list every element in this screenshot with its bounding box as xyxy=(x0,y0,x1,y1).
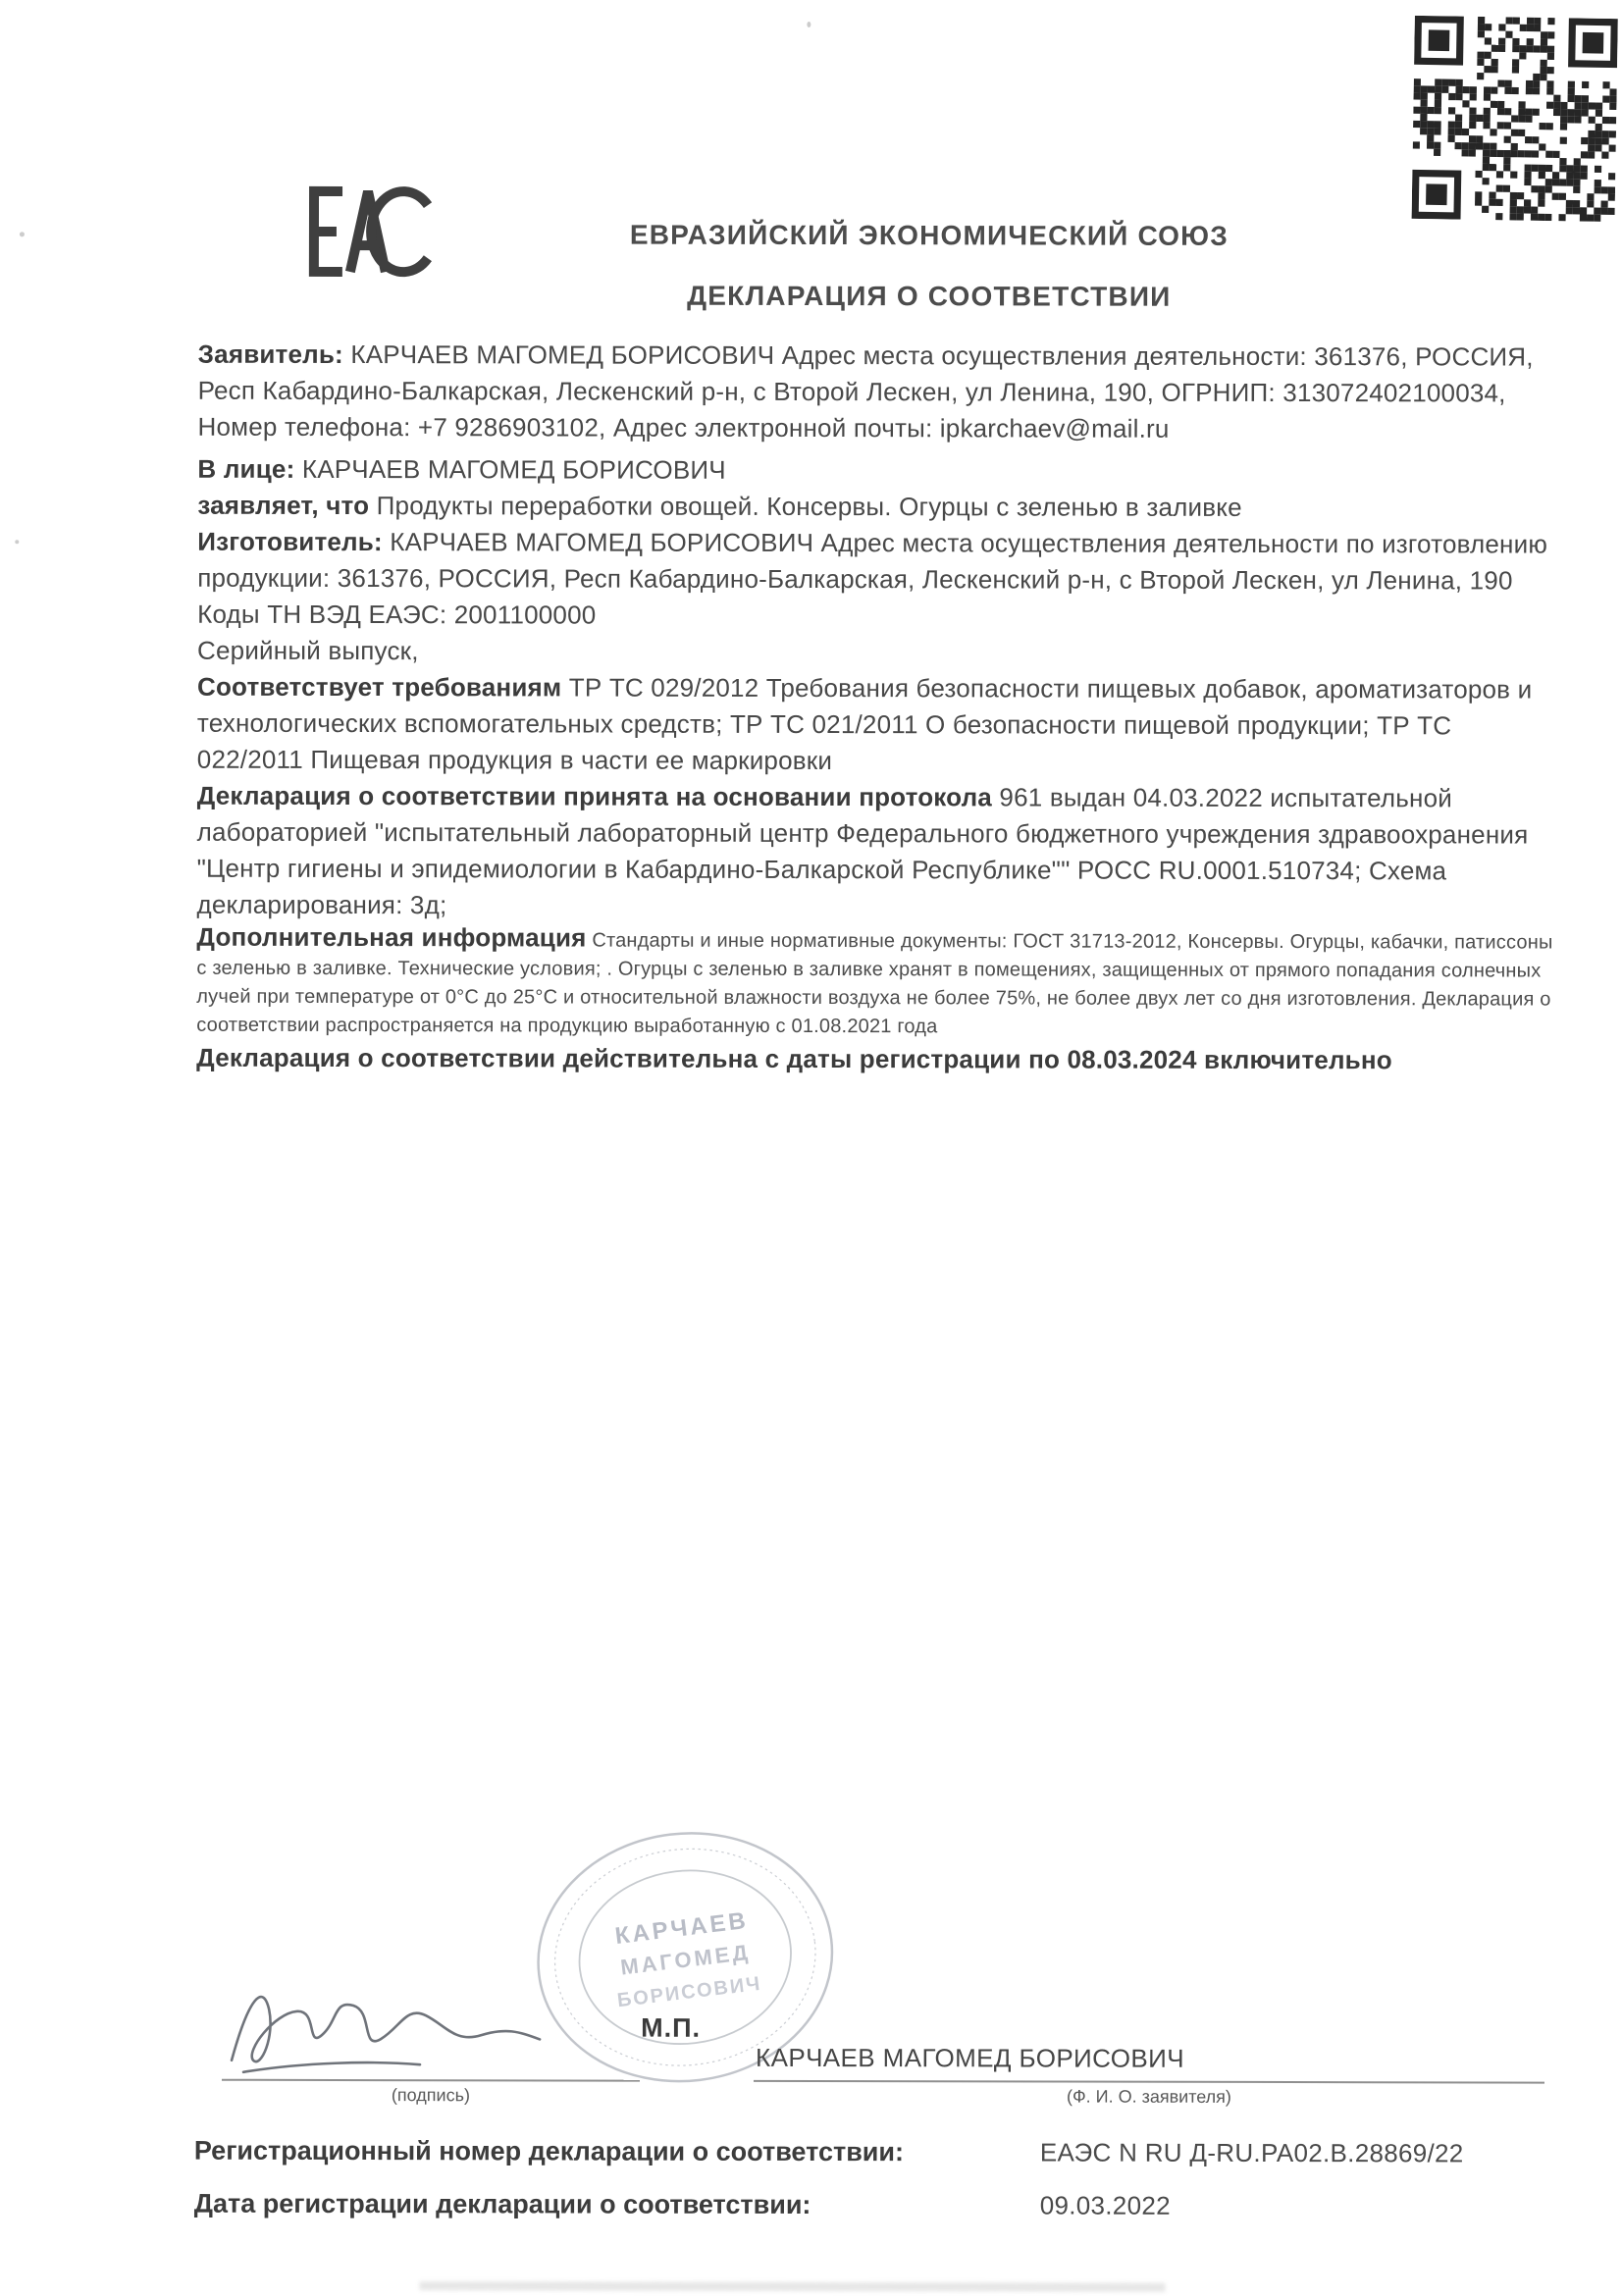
name-caption: (Ф. И. О. заявителя) xyxy=(1066,2086,1231,2107)
scan-smudge xyxy=(420,2281,1166,2292)
complies-label: Соответствует требованиям xyxy=(196,671,562,703)
manufacturer-label: Изготовитель: xyxy=(197,526,383,557)
stamp-name-line-1: КАРЧАЕВ xyxy=(613,1906,751,1951)
stamp-name-line-3: БОРИСОВИЧ xyxy=(615,1972,763,2012)
additional-text: Стандарты и иные нормативные документы: ГОСТ 31713-2012, Консервы. Огурцы, кабачки, патиссоны с зеленью в заливке. Технические условия; . Огурцы с зеленью в заливке хранят в помещениях, защищенных от прямого попадания солнечных лучей при температуре от 0°С до 25°С и относительной влажности воздуха не более 75%, не более двух лет со дня изготовления. Декларация о соответствии распространяется на продукцию выработанную с 01.08.2021 года xyxy=(196,929,1553,1038)
manufacturer-text: КАРЧАЕВ МАГОМЕД БОРИСОВИЧ Адрес места осуществления деятельности по изготовлению продукции: 361376, РОССИЯ, Респ Кабардино-Балкарская, Лескенский р-н, с Второй Лескен, ул Ленина, 190 xyxy=(197,527,1548,596)
signature xyxy=(224,1966,552,2083)
scan-artifact xyxy=(807,22,811,27)
signature-caption: (подпись) xyxy=(391,2085,471,2106)
scan-artifact xyxy=(20,232,25,236)
complies-paragraph xyxy=(197,669,1563,781)
stamp-mp-label: М.П. xyxy=(641,2012,702,2043)
validity-paragraph: Декларация о соответствии действительна с даты регистрации по 08.03.2024 включительно xyxy=(196,1042,1392,1075)
registration-date-label: Дата регистрации декларации о соответствии: xyxy=(193,2188,811,2220)
in-person-text: КАРЧАЕВ МАГОМЕД БОРИСОВИЧ xyxy=(301,453,726,485)
additional-label: Дополнительная информация xyxy=(196,921,587,953)
serial-line: Серийный выпуск, xyxy=(197,635,419,666)
declares-text: Продукты переработки овощей. Консервы. Огурцы с зеленью в заливке xyxy=(376,491,1242,522)
basis-text: 961 выдан 04.03.2022 испытательной лабораторией "испытательный лабораторный центр Федерального бюджетного учреждения здравоохранения "Центр гигиены и эпидемиологии в Кабардино-Балкарской Республике"" РОСС RU.0001.510734; Схема декларирования: 3д; xyxy=(196,782,1529,920)
in-person-paragraph xyxy=(197,451,1563,491)
registration-date-row xyxy=(194,2189,1568,2222)
union-title: ЕВРАЗИЙСКИЙ ЭКОНОМИЧЕСКИЙ СОЮЗ xyxy=(629,219,1230,251)
scan-artifact xyxy=(15,540,19,544)
registration-number-row xyxy=(194,2136,1568,2169)
complies-text: ТР ТС 029/2012 Требования безопасности пищевых добавок, ароматизаторов и технологических вспомогательных средств; ТР ТС 021/2011 О безопасности пищевой продукции; ТР ТС 022/2011 Пищевая продукция в части ее маркировки xyxy=(196,672,1533,776)
qr-code xyxy=(1412,16,1618,222)
applicant-paragraph xyxy=(197,337,1563,448)
tnved-line: Коды ТН ВЭД ЕАЭС: 2001100000 xyxy=(197,599,597,630)
manufacturer-paragraph xyxy=(197,524,1563,600)
declares-label: заявляет, что xyxy=(197,490,370,521)
applicant-text: КАРЧАЕВ МАГОМЕД БОРИСОВИЧ Адрес места осуществления деятельности: 361376, РОССИЯ, Респ Кабардино-Балкарская, Лескенский р-н, с Второй Лескен, ул Ленина, 190, ОГРНИП: 313072402100034, Номер телефона: +7 9286903102, Адрес электронной почты: ipkarchaev@mail.ru xyxy=(197,339,1534,444)
basis-label: Декларация о соответствии принята на основании протокола xyxy=(196,780,993,812)
name-line xyxy=(754,2080,1544,2109)
applicant-signature-name: КАРЧАЕВ МАГОМЕД БОРИСОВИЧ xyxy=(756,2042,1184,2073)
registration-date-value: 09.03.2022 xyxy=(1039,2190,1171,2220)
applicant-label: Заявитель: xyxy=(197,339,343,370)
registration-number-label: Регистрационный номер декларации о соответствии: xyxy=(193,2135,905,2167)
declares-paragraph xyxy=(197,488,1563,527)
signature-line xyxy=(222,2079,640,2107)
document-body xyxy=(196,337,1564,1079)
basis-paragraph xyxy=(196,778,1562,926)
doc-title: ДЕКЛАРАЦИЯ О СООТВЕТСТВИИ xyxy=(687,280,1172,312)
stamp-name-line-2: МАГОМЕД xyxy=(618,1939,753,1980)
signature-icon xyxy=(224,1966,552,2083)
in-person-label: В лице: xyxy=(197,453,295,484)
additional-paragraph xyxy=(196,923,1562,1043)
registration-number-value: ЕАЭС N RU Д-RU.РА02.В.28869/22 xyxy=(1039,2137,1464,2168)
